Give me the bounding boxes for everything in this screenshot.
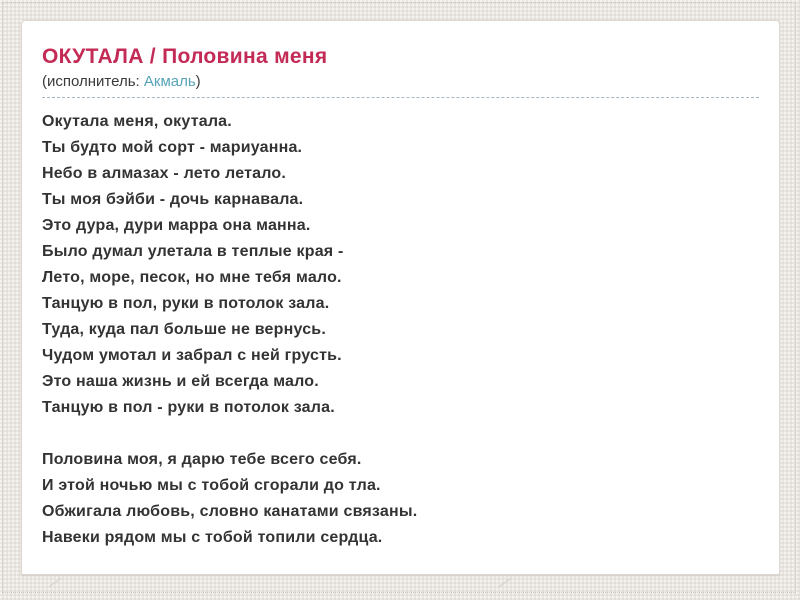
lyric-line: Туда, куда пал больше не вернусь. bbox=[42, 321, 326, 338]
crease-mark-left bbox=[49, 578, 61, 587]
lyric-line: Танцую в пол - руки в потолок зала. bbox=[42, 399, 335, 416]
lyric-line: Лето, море, песок, но мне тебя мало. bbox=[42, 269, 342, 286]
artist-link[interactable]: Акмаль bbox=[143, 73, 196, 90]
lyric-line: Это дура, дури марра она манна. bbox=[42, 217, 311, 234]
lyric-line: Небо в алмазах - лето летало. bbox=[42, 165, 286, 182]
lyric-line: Ты будто мой сорт - мариуанна. bbox=[42, 139, 303, 156]
crease-mark-right bbox=[499, 578, 511, 587]
lyric-line: Окутала меня, окутала. bbox=[42, 113, 232, 130]
lyric-line: Навеки рядом мы с тобой топили сердца. bbox=[42, 529, 383, 546]
artist-line bbox=[42, 72, 759, 98]
lyric-line: Танцую в пол, руки в потолок зала. bbox=[42, 295, 330, 312]
page-title: ОКУТАЛА / Половина меня bbox=[42, 45, 328, 68]
artist-label-suffix: ) bbox=[195, 73, 201, 90]
lyric-line: Ты моя бэйби - дочь карнавала. bbox=[42, 191, 304, 208]
lyric-line: Обжигала любовь, словно канатами связаны. bbox=[42, 503, 418, 520]
stanza-gap bbox=[42, 421, 759, 447]
lyric-line: Это наша жизнь и ей всегда мало. bbox=[42, 373, 319, 390]
lyric-line: И этой ночью мы с тобой сгорали до тла. bbox=[42, 477, 381, 494]
lyrics bbox=[42, 109, 759, 551]
lyric-line: Половина моя, я дарю тебе всего себя. bbox=[42, 451, 362, 468]
artist-label: (исполнитель: bbox=[42, 73, 144, 90]
lyrics-card bbox=[21, 20, 780, 575]
lyric-line: Было думал улетала в теплые края - bbox=[42, 243, 344, 260]
lyric-line: Чудом умотал и забрал с ней грусть. bbox=[42, 347, 342, 364]
